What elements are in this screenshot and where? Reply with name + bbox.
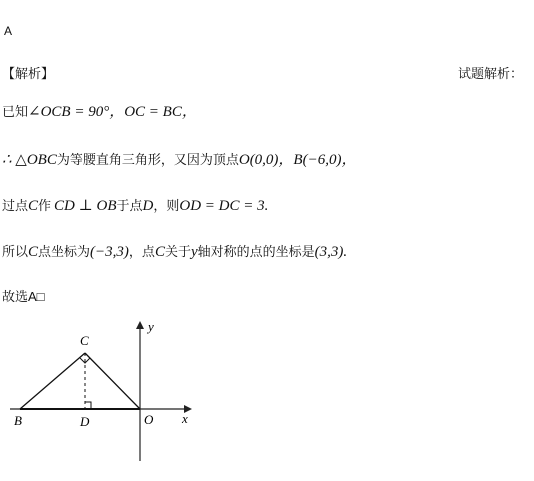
line-4-coord-1: (−3,3) xyxy=(90,244,129,260)
y-axis-arrow xyxy=(136,321,144,329)
line-3-point-d: D xyxy=(142,198,154,214)
line-4-text-2: 点坐标为 xyxy=(38,244,91,259)
line-4-y-axis: y xyxy=(190,244,198,260)
line-3-point-c: C xyxy=(28,198,39,214)
solution-header: 试题解析： xyxy=(458,66,524,81)
label-c: C xyxy=(80,333,89,348)
label-d: D xyxy=(80,414,90,429)
line-3-perp: CD ⊥ OB xyxy=(54,198,117,214)
label-o: O xyxy=(144,412,154,427)
line-1-math: ∠OCB = 90°，OC = BC， xyxy=(28,104,197,120)
line-4-point-c-2: C xyxy=(154,244,165,260)
geometry-figure xyxy=(0,315,210,465)
line-4-text-5: 轴对称的点的坐标是 xyxy=(197,244,315,259)
label-b: B xyxy=(14,413,22,428)
line-2-text: 为等腰直角三角形，又因为顶点 xyxy=(56,152,239,167)
answer-letter: A xyxy=(4,24,13,38)
line-2 xyxy=(2,148,356,169)
right-angle-d xyxy=(85,402,91,409)
line-4 xyxy=(2,241,347,261)
final-choice: 故选A□ xyxy=(2,289,45,304)
line-4-coord-2: (3,3). xyxy=(314,244,348,260)
line-3-text-2: 作 xyxy=(38,198,52,213)
line-4-text-1: 所以 xyxy=(2,244,29,259)
line-3-text-3: 于点 xyxy=(116,198,143,213)
line-3-equal: OD = DC = 3. xyxy=(179,198,269,214)
line-1-prefix: 已知 xyxy=(2,104,29,119)
line-3 xyxy=(2,195,268,215)
line-1 xyxy=(2,100,197,121)
analysis-header: 【解析】 xyxy=(2,66,55,81)
label-x: x xyxy=(182,411,188,426)
line-2-triangle: ∴ △OBC xyxy=(2,152,57,168)
line-4-text-3: ，点 xyxy=(128,244,155,259)
segment-co xyxy=(85,353,140,409)
segment-bc xyxy=(20,353,85,409)
line-2-math: O(0,0)，B(−6,0)， xyxy=(238,152,357,168)
line-4-point-c: C xyxy=(28,244,39,260)
label-y: y xyxy=(148,319,154,334)
line-3-text-1: 过点 xyxy=(2,198,29,213)
line-4-text-4: 关于 xyxy=(164,244,191,259)
line-3-text-4: ，则 xyxy=(153,198,180,213)
